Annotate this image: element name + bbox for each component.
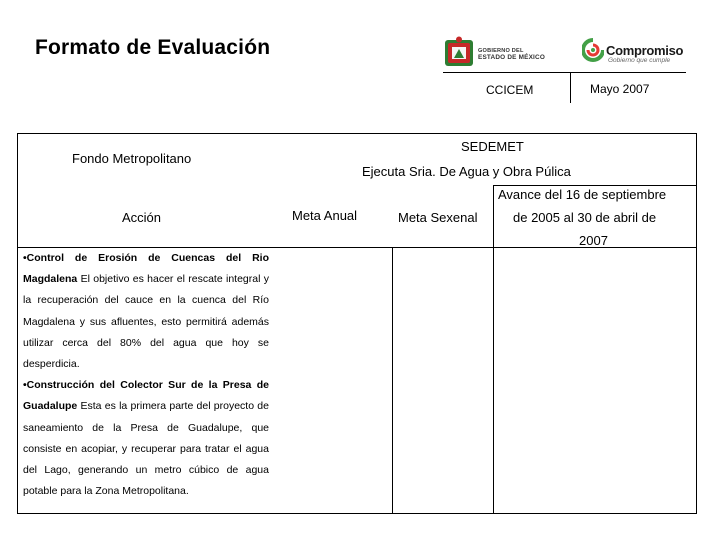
compromiso-name: Compromiso [606, 43, 684, 58]
accion-cell [23, 248, 269, 502]
date-label: Mayo 2007 [590, 82, 650, 96]
column-avance-line1: Avance del 16 de septiembre [498, 187, 667, 202]
dependency-label: SEDEMET [461, 139, 524, 154]
gobierno-logo-text [478, 48, 545, 61]
state-seal-icon [444, 36, 474, 68]
accion-description: El objetivo es hacer el rescate integral y la recuperación del cauce en la cuenca del Río Magdalena y sus afluentes, esto permitirá además utilizar cerca del 80% del agua que hoy se desperdicia. [23, 273, 269, 371]
fund-label: Fondo Metropolitano [72, 151, 192, 166]
gobierno-logo [444, 36, 584, 70]
accion-item [23, 248, 269, 375]
gobierno-line1: GOBIERNO DEL [478, 48, 524, 54]
compromiso-swirl-icon [582, 38, 604, 62]
compromiso-tagline: Gobierno que cumple [608, 57, 671, 64]
avance-column-divider [493, 186, 494, 514]
accion-item [23, 375, 269, 502]
column-accion: Acción [122, 210, 162, 225]
header-vertical-divider [570, 72, 571, 103]
accion-title: •Construcción del Colector Sur de la Presa de Guadalupe [23, 379, 269, 413]
column-avance-line2: de 2005 al 30 de abril de [513, 210, 657, 225]
compromiso-logo [582, 38, 692, 68]
column-meta-anual: Meta Anual [292, 208, 358, 223]
avance-header-divider [493, 185, 697, 186]
executor-label: Ejecuta Sria. De Agua y Obra Púlica [362, 164, 571, 179]
gobierno-line2: ESTADO DE MÉXICO [478, 53, 545, 61]
meta-sexenal-column-divider [392, 247, 393, 514]
accion-description: Esta es la primera parte del proyecto de saneamiento de la Presa de Guadalupe, que consiste en acopiar, y recuperar para tratar el agua del Lago, generando un metro cúbico de agua potable para la Zona Metropolitana. [23, 400, 269, 498]
page-title: Formato de Evaluación [35, 36, 271, 59]
agency-label: CCICEM [486, 83, 534, 97]
accion-title: •Control de Erosión de Cuencas del Rio Magdalena [23, 252, 269, 286]
column-meta-sexenal: Meta Sexenal [398, 210, 478, 225]
header-divider [443, 72, 686, 73]
column-avance-line3: 2007 [579, 233, 608, 248]
